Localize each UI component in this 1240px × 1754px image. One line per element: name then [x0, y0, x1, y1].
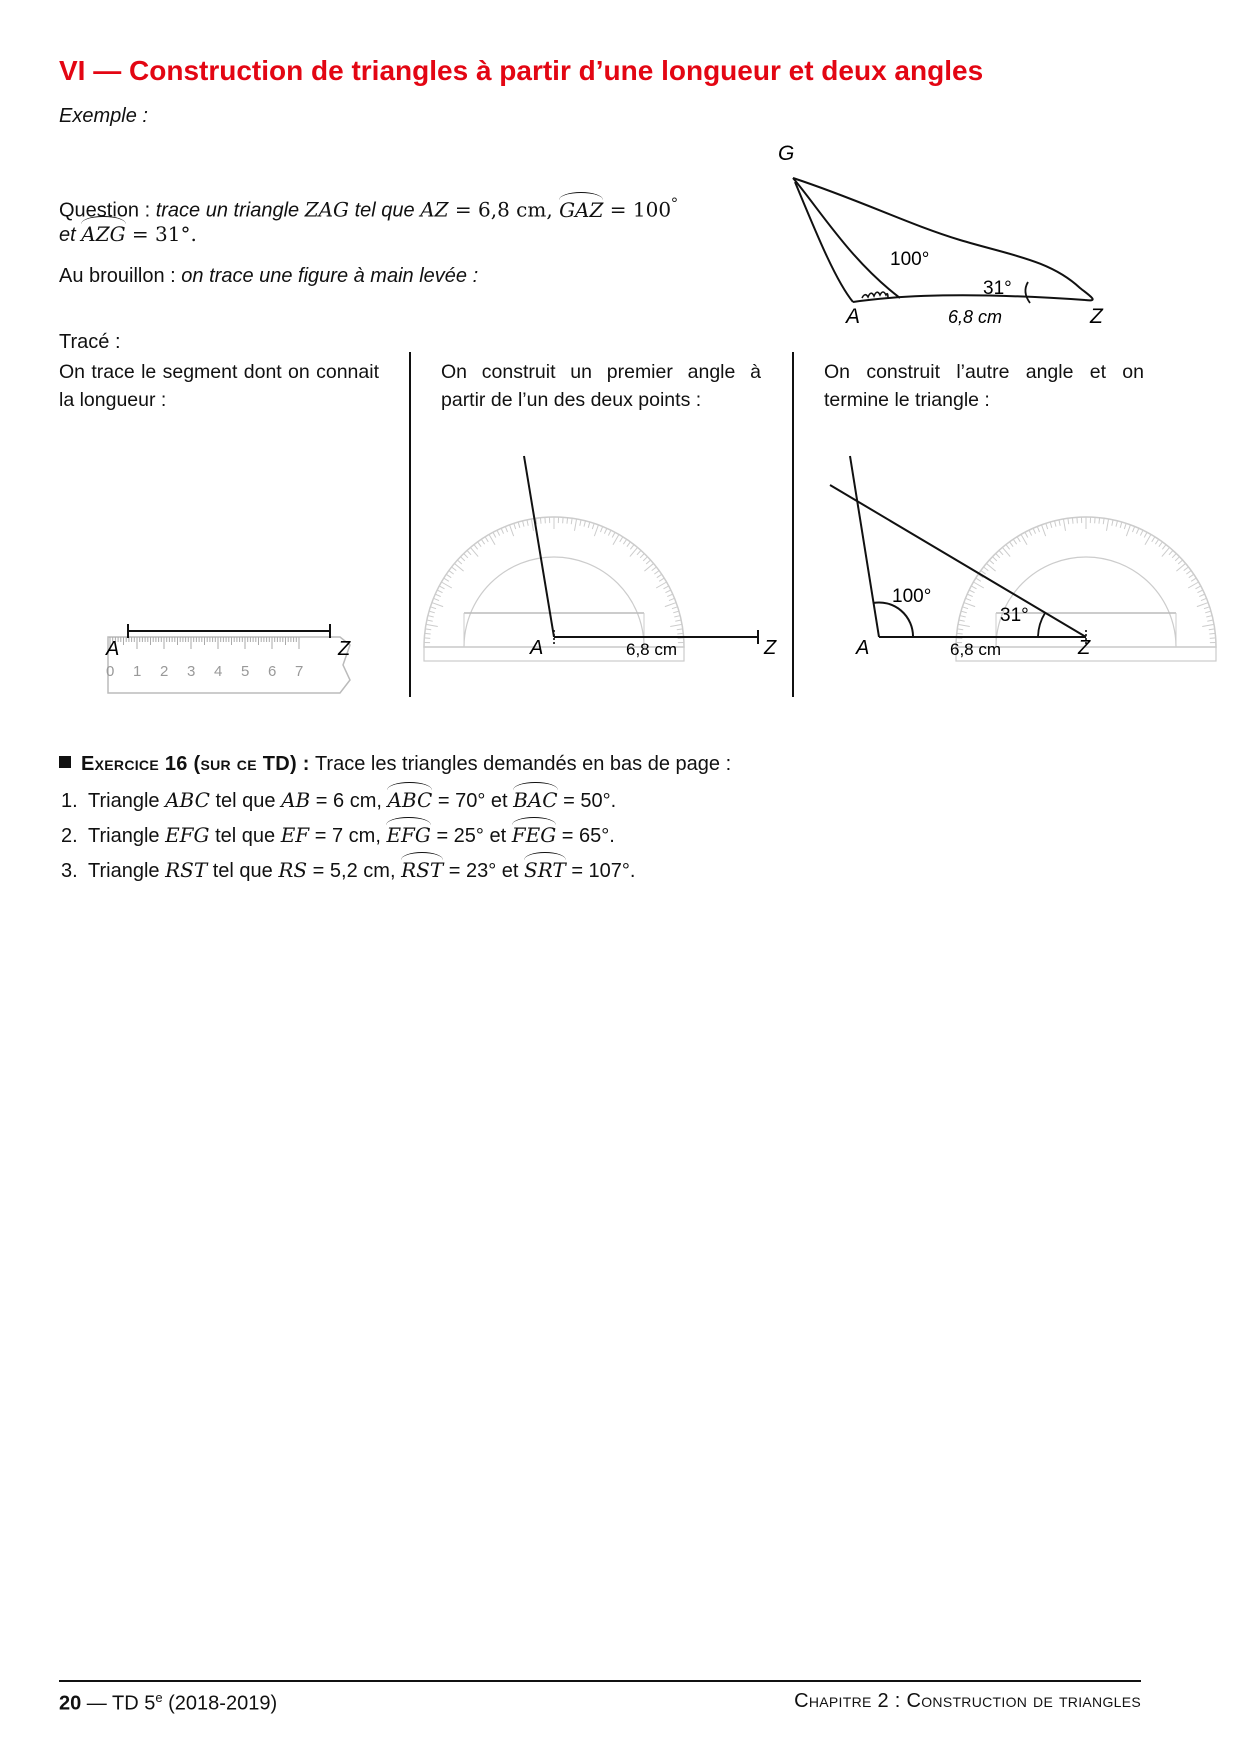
trace-label: Tracé : [59, 331, 121, 353]
protractor-tick [1025, 532, 1028, 537]
protractor-tick [427, 620, 433, 621]
protractor-tick [961, 611, 967, 613]
exercise-item-number: 2. [61, 825, 78, 847]
column-divider-2 [792, 352, 794, 697]
protractor-tick [1033, 528, 1035, 533]
protractor-tick [430, 607, 436, 609]
protractor-tick [981, 571, 986, 575]
protractor-tick [437, 590, 442, 593]
draft-text: on trace une figure à main levée : [181, 265, 479, 287]
step-2-text: On construit un premier angle à partir de l’un des deux points : [441, 361, 761, 411]
protractor-tick [665, 603, 676, 607]
question-text-1: trace un triangle [155, 199, 305, 222]
protractor-tick [1162, 545, 1166, 550]
sketch-angle-a-value: 100° [890, 249, 930, 270]
protractor-tick [669, 598, 675, 600]
protractor-tick [657, 574, 662, 577]
protractor-tick [567, 518, 568, 524]
protractor-tick [478, 542, 482, 547]
fig1-label-a: A [106, 638, 120, 660]
ruler-number: 4 [214, 663, 223, 680]
protractor-tick [518, 522, 520, 528]
figure-1 [100, 610, 370, 695]
protractor-tick [1103, 518, 1104, 524]
fig3-side-zg [830, 485, 1086, 637]
protractor-tick [659, 578, 664, 581]
protractor-tick [1206, 616, 1212, 617]
protractor-tick [973, 582, 983, 588]
protractor-tick [1191, 578, 1196, 581]
fig3-angle-a-value: 100° [892, 586, 932, 607]
protractor-tick [439, 586, 444, 589]
protractor-tick [1132, 526, 1134, 532]
protractor-tick [580, 520, 581, 526]
protractor-tick [608, 530, 611, 535]
protractor-tick [1186, 571, 1191, 575]
protractor-tick [965, 598, 971, 600]
protractor-tick [592, 523, 594, 529]
ruler-number: 0 [106, 663, 115, 680]
protractor-tick [584, 521, 585, 527]
question-triangle: ZAG [304, 197, 350, 222]
fig3-label-a: A [856, 637, 870, 659]
question-label: Question : [59, 199, 156, 222]
exercise-item-number: 1. [61, 790, 78, 812]
protractor-tick [452, 567, 457, 571]
footer-left: 20 — TD 5e (2018-2019) [59, 1690, 278, 1715]
protractor-tick [574, 519, 576, 531]
protractor-tick [1201, 598, 1207, 600]
protractor-tick [444, 578, 449, 581]
protractor-tick [1072, 518, 1073, 524]
protractor-tick [620, 537, 623, 542]
step-3-text: On construit l’autre angle et on termine le triangle : [824, 361, 1144, 411]
protractor-tick [964, 603, 975, 607]
protractor-tick [1155, 539, 1158, 544]
protractor-tick [489, 534, 495, 544]
page-number: 20 [59, 1692, 82, 1715]
sketch-label-z: Z [1090, 305, 1103, 328]
protractor-tick [992, 557, 996, 561]
exercise-instruction: Trace les triangles demandés en bas de page : [309, 753, 732, 775]
protractor-tick [446, 574, 451, 577]
protractor-tick [1169, 550, 1173, 554]
protractor-tick [1010, 542, 1014, 547]
protractor-tick [1199, 594, 1204, 596]
protractor-tick [673, 611, 679, 613]
question-eq1: = 6,8 cm, [448, 197, 560, 222]
fig3-side-ag [850, 456, 879, 637]
protractor-tick [670, 624, 682, 626]
protractor-tick [464, 553, 468, 557]
protractor-tick [501, 528, 503, 533]
column-divider-1 [409, 352, 411, 697]
question-text-2: tel que [349, 199, 421, 222]
protractor-tick [1037, 526, 1039, 532]
protractor-tick [426, 624, 438, 626]
protractor-tick [1204, 607, 1210, 609]
protractor-tick [613, 534, 619, 544]
sketch-angle-mark-z [1025, 282, 1030, 303]
protractor-tick [540, 518, 541, 524]
protractor-tick [428, 616, 434, 617]
protractor-tick [441, 582, 451, 588]
protractor-tick [481, 539, 484, 544]
protractor-tick [627, 542, 631, 547]
protractor-tick [959, 620, 965, 621]
protractor-tick [505, 526, 507, 532]
protractor-tick [474, 545, 478, 550]
protractor-tick [677, 629, 683, 630]
question-line-2 [59, 220, 197, 249]
figure-3 [800, 450, 1220, 665]
protractor-tick [1050, 522, 1052, 528]
protractor-tick [449, 571, 454, 575]
protractor-tick [1042, 525, 1046, 536]
ruler-number: 6 [268, 663, 277, 680]
protractor-tick [971, 586, 976, 589]
fig3-label-z: Z [1078, 637, 1091, 659]
protractor-tick [571, 518, 572, 524]
protractor-tick [1006, 545, 1010, 550]
protractor-tick [630, 545, 634, 550]
protractor-tick [531, 519, 533, 531]
protractor-tick [1099, 518, 1100, 524]
protractor-tick [969, 590, 974, 593]
protractor-tick [996, 553, 1000, 557]
protractor-tick [652, 567, 657, 571]
sketch-label-g: G [778, 142, 795, 165]
draft-label: Au brouillon : [59, 265, 182, 287]
question-angle-2: AZG [81, 222, 126, 246]
protractor-tick [594, 525, 598, 536]
protractor-tick [665, 590, 670, 593]
sketch-label-a: A [846, 305, 861, 328]
sketch-figure [750, 140, 1110, 335]
fig2-length: 6,8 cm [626, 640, 678, 659]
sketch-length: 6,8 cm [948, 307, 1003, 327]
protractor-tick [675, 620, 681, 621]
protractor-tick [1055, 521, 1056, 527]
protractor-tick [588, 522, 590, 528]
protractor-tick [1175, 557, 1179, 561]
protractor-tick [600, 526, 602, 532]
protractor-tick [493, 532, 496, 537]
protractor-tick [677, 633, 683, 634]
exercise-list [61, 786, 635, 891]
protractor-tick [957, 633, 963, 634]
ruler-number: 1 [133, 663, 142, 680]
protractor-tick [999, 550, 1003, 554]
protractor-tick [960, 616, 966, 617]
step-1-text: On trace le segment dont on connait la longueur : [59, 361, 379, 411]
fig2-label-a: A [530, 637, 544, 659]
protractor-tick [1126, 525, 1130, 536]
protractor-tick [523, 521, 524, 527]
fig1-label-z: Z [338, 638, 351, 660]
protractor-tick [467, 550, 471, 554]
protractor-tick [667, 594, 672, 596]
protractor-tick [1184, 567, 1189, 571]
protractor-tick [1140, 530, 1143, 535]
protractor-tick [1116, 521, 1117, 527]
fig2-label-z: Z [764, 637, 777, 659]
protractor-tick [1059, 520, 1060, 526]
protractor-tick [1106, 519, 1108, 531]
exercise-header [59, 750, 731, 778]
protractor-tick [654, 571, 659, 575]
question-degree: ° [671, 194, 678, 213]
ruler-number: 7 [295, 663, 304, 680]
fig3-angle-mark-z [1038, 613, 1045, 637]
protractor-tick [485, 537, 488, 542]
protractor-tick [663, 586, 668, 589]
square-bullet-icon [59, 756, 71, 768]
protractor-tick [967, 594, 972, 596]
protractor-tick [640, 553, 644, 557]
protractor-tick [1112, 520, 1113, 526]
question-line2-start: et [59, 224, 82, 246]
sketch-angle-z-value: 31° [983, 278, 1012, 299]
protractor-tick [1046, 523, 1048, 529]
chapter-title: Chapitre 2 : Construction de triangles [794, 1690, 1141, 1712]
exercise-item: 2. Triangle EFG tel que EF = 7 cm, EFG = 25° et FEG = 65°. [61, 821, 635, 856]
protractor-tick [1207, 620, 1213, 621]
protractor-tick [958, 624, 970, 626]
protractor-tick [976, 578, 981, 581]
protractor-tick [656, 582, 666, 588]
fig2-ray-a [524, 456, 554, 637]
protractor-tick [497, 530, 500, 535]
protractor-tick [1178, 560, 1182, 564]
question-angle-1: GAZ [559, 197, 604, 222]
protractor-tick [1202, 624, 1214, 626]
protractor-tick [1209, 629, 1215, 630]
protractor-tick [1017, 537, 1020, 542]
protractor-tick [612, 532, 615, 537]
exercise-item: 1. Triangle ABC tel que AB = 6 cm, ABC = 70° et BAC = 50°. [61, 786, 635, 821]
protractor-tick [637, 550, 641, 554]
protractor-tick [1197, 590, 1202, 593]
protractor-tick [1209, 633, 1215, 634]
protractor-tick [1063, 519, 1065, 531]
exercise-item: 3. Triangle RST tel que RS = 5,2 cm, RST = 23° et SRT = 107°. [61, 856, 635, 891]
protractor-tick [1120, 522, 1122, 528]
protractor-tick [1189, 574, 1194, 577]
protractor-tick [1197, 603, 1208, 607]
protractor-tick [989, 560, 993, 564]
protractor-tick [984, 567, 989, 571]
protractor-tick [510, 525, 514, 536]
protractor-tick [425, 629, 431, 630]
protractor-tick [1188, 582, 1198, 588]
protractor-tick [623, 539, 626, 544]
protractor-tick [962, 607, 968, 609]
figure-2 [418, 450, 788, 665]
sketch-side-ga [793, 178, 900, 298]
protractor-tick [1159, 542, 1163, 547]
exercise-item-number: 3. [61, 860, 78, 882]
protractor-tick [1021, 534, 1027, 544]
protractor-tick [514, 523, 516, 529]
protractor-tick [1013, 539, 1016, 544]
question-segment: AZ [420, 197, 449, 222]
protractor-tick [429, 611, 435, 613]
protractor-tick [1144, 532, 1147, 537]
ruler-number: 2 [160, 663, 169, 680]
protractor-tick [957, 629, 963, 630]
protractor-tick [643, 557, 647, 561]
footer-rule [59, 1680, 1141, 1682]
example-label: Exemple : [59, 105, 148, 127]
protractor-tick [646, 560, 650, 564]
ruler-outline [108, 637, 350, 693]
section-title: VI — Construction de triangles à partir d’une longueur et deux angles [59, 55, 984, 86]
question-eq2: = 100 [603, 197, 672, 222]
protractor-tick [1136, 528, 1138, 533]
fig3-length: 6,8 cm [950, 640, 1002, 659]
protractor-tick [425, 633, 431, 634]
protractor-tick [1172, 553, 1176, 557]
draft-line [59, 262, 478, 290]
protractor-tick [1068, 518, 1069, 524]
protractor-tick [1152, 537, 1155, 542]
protractor-tick [1195, 586, 1200, 589]
protractor-tick [527, 520, 528, 526]
ruler-number: 3 [187, 663, 196, 680]
protractor-tick [604, 528, 606, 533]
protractor-tick [460, 557, 464, 561]
protractor-tick [432, 603, 443, 607]
sketch-side-gz [793, 178, 1093, 300]
ruler-number: 5 [241, 663, 250, 680]
fig3-angle-z-value: 31° [1000, 605, 1029, 626]
protractor-tick [674, 616, 680, 617]
protractor-tick [1145, 534, 1151, 544]
protractor-tick [672, 607, 678, 609]
protractor-tick [1205, 611, 1211, 613]
protractor-tick [433, 598, 439, 600]
exercise-title: Exercice 16 (sur ce TD) : [81, 753, 310, 775]
protractor-tick [435, 594, 440, 596]
protractor-tick [457, 560, 461, 564]
protractor-tick [1124, 523, 1126, 529]
question-eq3: = 31°. [125, 222, 197, 246]
protractor-tick [1029, 530, 1032, 535]
